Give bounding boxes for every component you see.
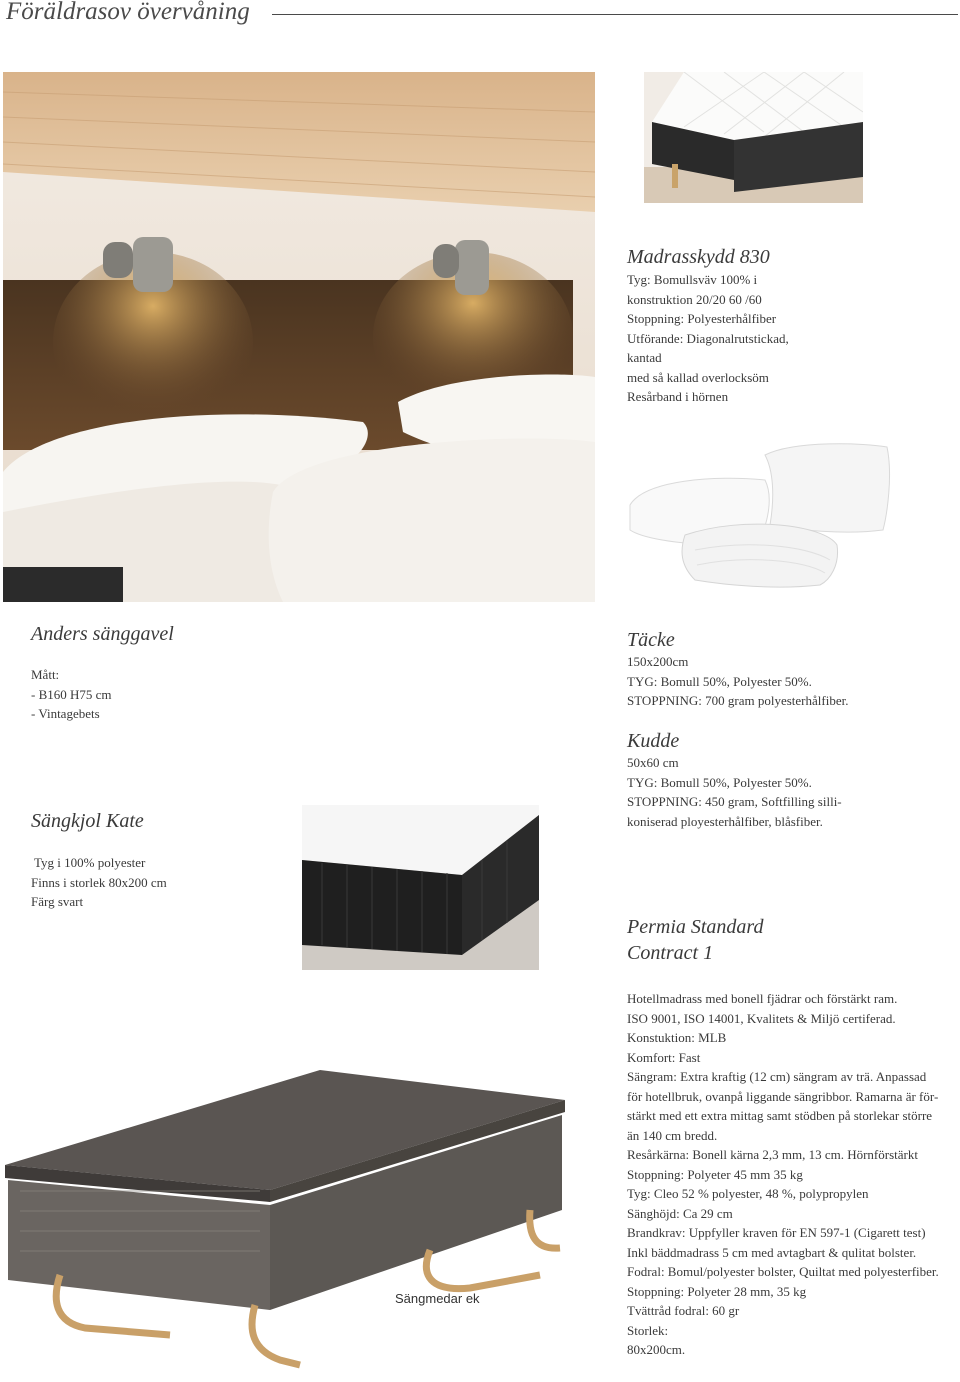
- anders-details: [31, 665, 112, 724]
- madrasskydd-title: Madrasskydd 830: [627, 246, 770, 268]
- duvet-pillow-photo: [625, 435, 895, 595]
- detail-line: Tvättråd fodral: 60 gr: [627, 1303, 740, 1318]
- detail-line: med så kallad overlocksöm: [627, 369, 769, 385]
- permia-title-line1: Permia Standard: [627, 916, 764, 938]
- mattress-protector-photo: [644, 72, 863, 203]
- kudde-title: Kudde: [627, 730, 680, 752]
- continental-bed-photo: [0, 1060, 585, 1380]
- detail-line: Inkl bäddmadrass 5 cm med avtagbart & qulitat bolster.: [627, 1244, 917, 1260]
- detail-line: ISO 9001, ISO 14001, Kvalitets & Miljö certiferad.: [627, 1010, 896, 1026]
- kudde-details: [627, 753, 842, 831]
- sangkjol-details: [31, 853, 167, 912]
- detail-line: 80x200cm.: [627, 1342, 686, 1357]
- detail-line: Finns i storlek 80x200 cm: [31, 874, 167, 890]
- permia-title-line2: Contract 1: [627, 942, 714, 964]
- detail-line: Resårband i hörnen: [627, 389, 729, 404]
- detail-line: Storlek:: [627, 1322, 669, 1338]
- detail-line: Brandkrav: Uppfyller kraven för EN 597-1 (Cigarett test): [627, 1225, 926, 1240]
- detail-line: STOPPNING: 700 gram polyesterhålfiber.: [627, 693, 849, 708]
- legs-caption: Sängmedar ek: [395, 1291, 480, 1306]
- detail-line: Tyg: Bomullsväv 100% i: [627, 272, 758, 287]
- detail-line: Sänghöjd: Ca 29 cm: [627, 1205, 733, 1221]
- detail-line: Mått:: [31, 667, 60, 682]
- detail-line: Konstuktion: MLB: [627, 1030, 727, 1045]
- detail-line: Tyg i 100% polyester: [31, 855, 146, 870]
- detail-line: 50x60 cm: [627, 755, 679, 770]
- detail-line: Komfort: Fast: [627, 1049, 701, 1065]
- detail-line: Tyg: Cleo 52 % polyester, 48 %, polypropylen: [627, 1186, 869, 1201]
- bedroom-photo: [3, 72, 595, 602]
- detail-line: koniserad ployesterhålfiber, blåsfiber.: [627, 813, 823, 829]
- detail-line: än 140 cm bredd.: [627, 1127, 718, 1143]
- detail-line: Utförande: Diagonalrutstickad,: [627, 330, 789, 346]
- detail-line: Stoppning: Polyeter 28 mm, 35 kg: [627, 1283, 807, 1299]
- tacke-details: [627, 652, 848, 711]
- detail-line: Stoppning: Polyeter 45 mm 35 kg: [627, 1166, 803, 1182]
- detail-line: konstruktion 20/20 60 /60: [627, 291, 762, 307]
- detail-line: stärkt med ett extra mittag samt stödben på storlekar större: [627, 1108, 933, 1123]
- detail-line: TYG: Bomull 50%, Polyester 50%.: [627, 673, 812, 689]
- detail-line: Fodral: Bomul/polyester bolster, Quiltat med polyesterfiber.: [627, 1264, 939, 1279]
- madrasskydd-details: [627, 270, 789, 407]
- detail-line: TYG: Bomull 50%, Polyester 50%.: [627, 774, 812, 790]
- detail-line: kantad: [627, 350, 662, 365]
- detail-line: Resårkärna: Bonell kärna 2,3 mm, 13 cm. Hörnförstärkt: [627, 1147, 918, 1162]
- title-rule: [272, 14, 958, 15]
- permia-details: [627, 989, 939, 1360]
- anders-title: Anders sänggavel: [31, 623, 174, 645]
- bed-skirt-photo: [302, 805, 539, 970]
- page-title: Föräldrasov övervåning: [6, 0, 250, 25]
- detail-line: Stoppning: Polyesterhålfiber: [627, 311, 777, 326]
- tacke-title: Täcke: [627, 629, 675, 651]
- detail-line: 150x200cm: [627, 654, 689, 669]
- detail-line: för hotellbruk, ovanpå liggande sängribbor. Ramarna är för-: [627, 1088, 939, 1104]
- detail-line: - Vintagebets: [31, 706, 100, 721]
- detail-line: Färg svart: [31, 894, 84, 909]
- detail-line: Hotellmadrass med bonell fjädrar och förstärkt ram.: [627, 991, 898, 1006]
- detail-line: - B160 H75 cm: [31, 686, 112, 702]
- detail-line: Sängram: Extra kraftig (12 cm) sängram av trä. Anpassad: [627, 1069, 927, 1084]
- detail-line: STOPPNING: 450 gram, Softfilling silli-: [627, 794, 842, 809]
- sangkjol-title: Sängkjol Kate: [31, 810, 144, 832]
